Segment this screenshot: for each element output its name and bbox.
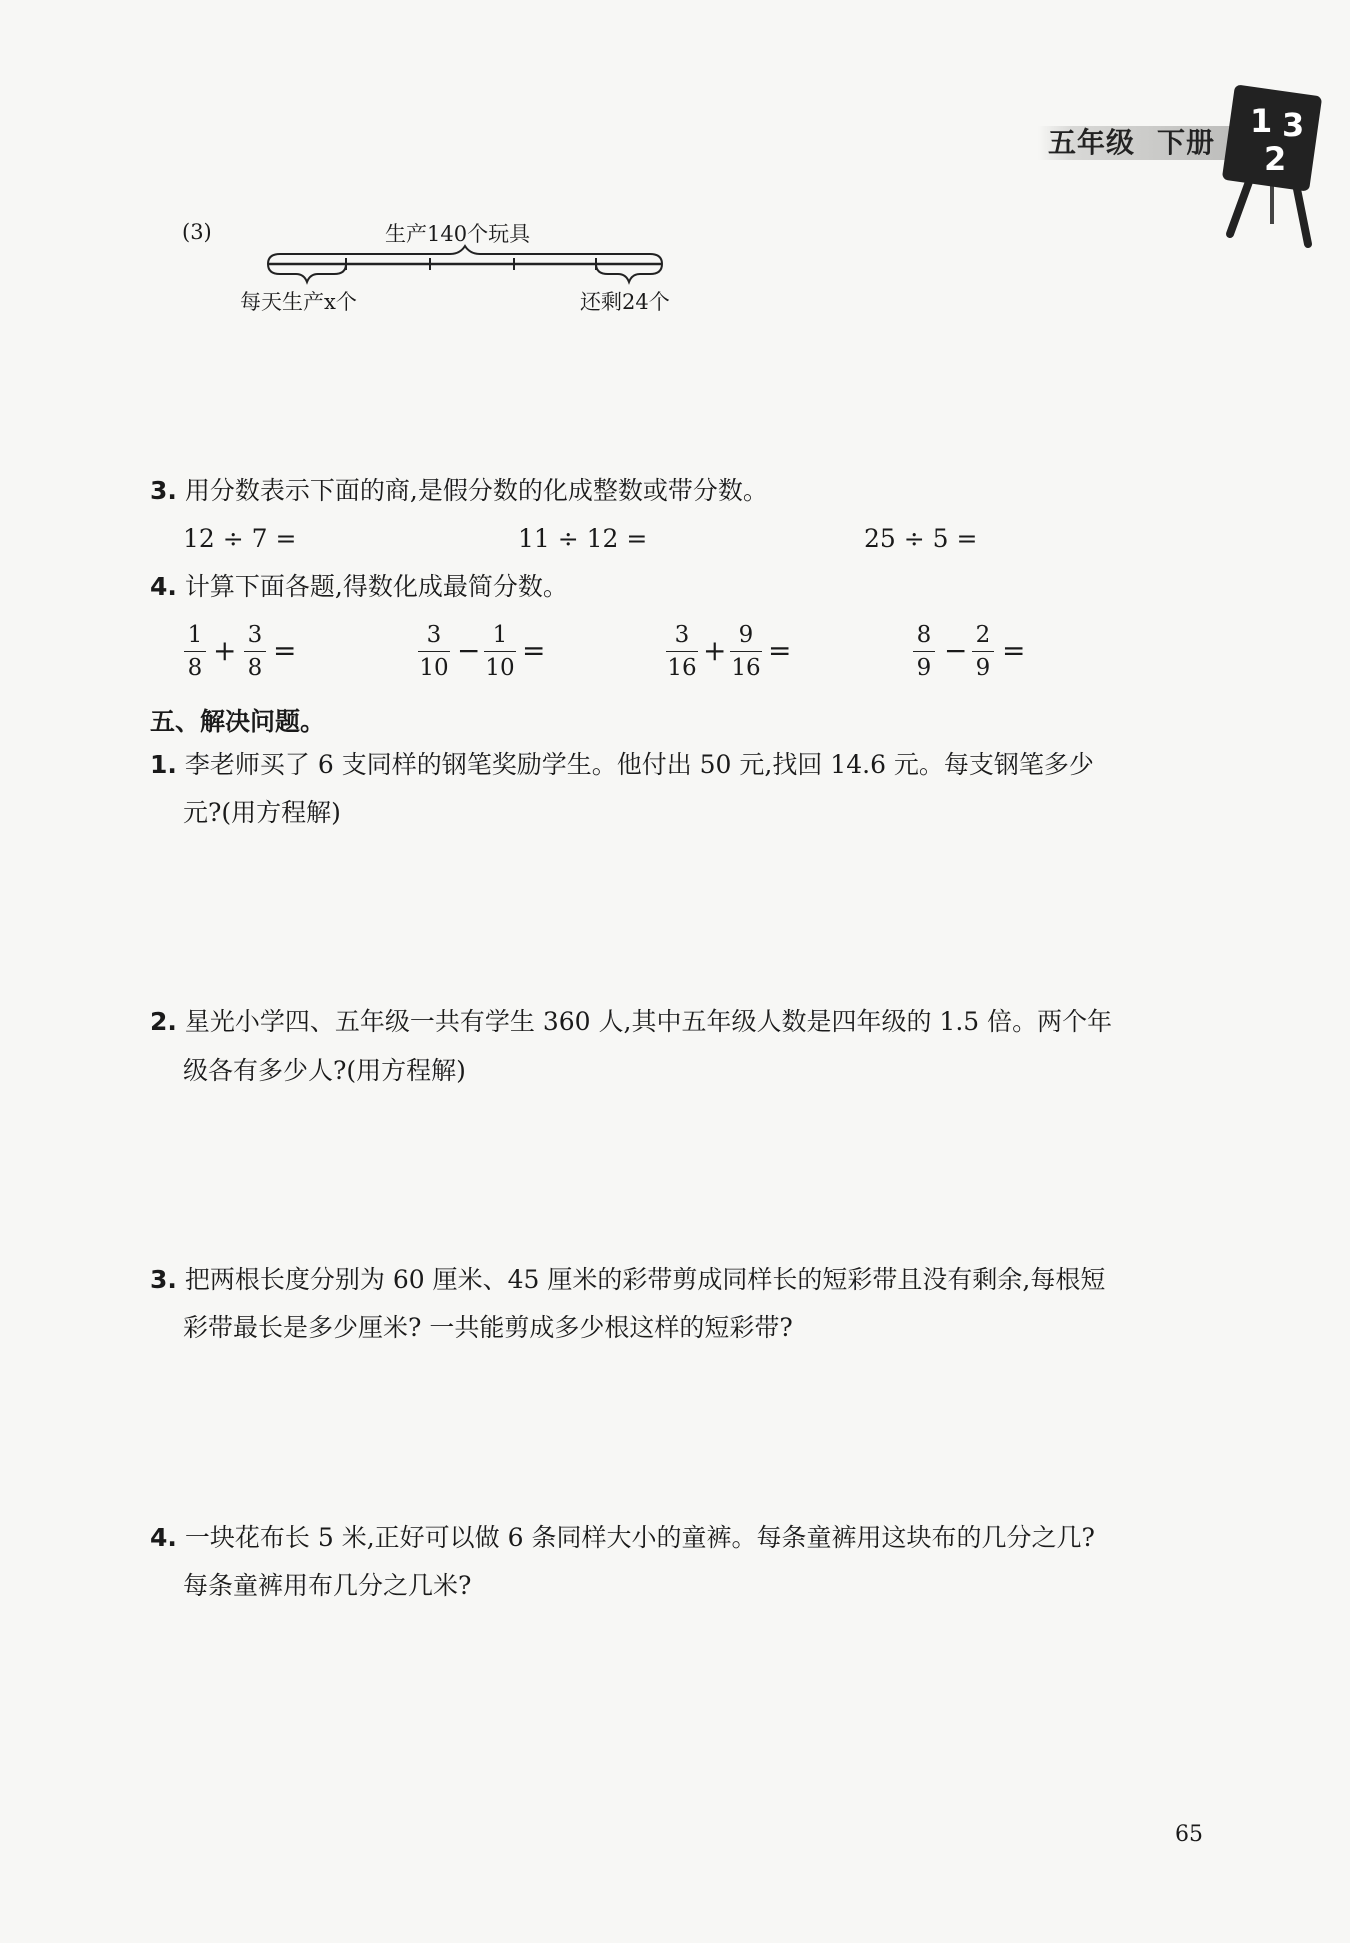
fraction: 1 8	[184, 622, 206, 681]
grade-label: 五年级	[1048, 126, 1136, 159]
volume-label: 下册	[1157, 126, 1216, 159]
section-title: 五、解决问题。	[150, 707, 326, 736]
problem-1-line-2: 元?(用方程解)	[183, 798, 341, 827]
fraction: 3 8	[244, 622, 266, 681]
diagram-item-label: (3)	[182, 220, 212, 244]
problem-3-line-2: 彩带最长是多少厘米? 一共能剪成多少根这样的短彩带?	[183, 1313, 793, 1342]
badge-digit-1: 1	[1250, 102, 1273, 140]
question-4	[150, 570, 568, 604]
problem-4-line-1: 4. 一块花布长 5 米,正好可以做 6 条同样大小的童裤。每条童裤用这块布的几分之几?	[150, 1523, 1095, 1552]
problem-3-line-1: 3. 把两根长度分别为 60 厘米、45 厘米的彩带剪成同样长的短彩带且没有剩余,每根短	[150, 1265, 1106, 1294]
fraction: 3 10	[419, 622, 449, 681]
fraction: 2 9	[972, 622, 994, 681]
fraction: 1 10	[485, 622, 515, 681]
page-number: 65	[1175, 1822, 1203, 1847]
problem-4-line-2: 每条童裤用布几分之几米?	[183, 1571, 472, 1600]
q3-expr-3: 25 ÷ 5 =	[864, 524, 978, 553]
equals-sign: =	[273, 634, 297, 667]
equals-sign: =	[522, 634, 546, 667]
operator: −	[457, 634, 481, 667]
operator: +	[703, 634, 727, 667]
operator: −	[944, 634, 968, 667]
q3-expr-2: 11 ÷ 12 =	[518, 524, 648, 553]
problem-1-line-1: 1. 李老师买了 6 支同样的钢笔奖励学生。他付出 50 元,找回 14.6 元。每支钢笔多少	[150, 750, 1094, 779]
chalkboard-icon	[1220, 84, 1340, 254]
badge-digit-2: 3	[1282, 106, 1305, 144]
diagram-top-label: 生产140个玩具	[385, 222, 531, 246]
operator: +	[213, 634, 237, 667]
problem-2-line-2: 级各有多少人?(用方程解)	[183, 1056, 466, 1085]
q3-expr-1: 12 ÷ 7 =	[183, 524, 297, 553]
question-4-number: 4.	[150, 572, 177, 601]
fraction: 3 16	[667, 622, 697, 681]
problem-2-line-1: 2. 星光小学四、五年级一共有学生 360 人,其中五年级人数是四年级的 1.5 倍。两个年	[150, 1007, 1113, 1036]
header-title	[1048, 126, 1237, 160]
equals-sign: =	[1002, 634, 1026, 667]
fraction: 9 16	[731, 622, 761, 681]
question-3-number: 3.	[150, 476, 177, 505]
fraction: 8 9	[913, 622, 935, 681]
diagram-right-label: 还剩24个	[580, 290, 670, 314]
diagram-left-label: 每天生产x个	[240, 290, 357, 314]
question-3-text: 用分数表示下面的商,是假分数的化成整数或带分数。	[184, 476, 768, 505]
question-4-text: 计算下面各题,得数化成最简分数。	[184, 572, 568, 601]
badge-digit-3: 2	[1264, 140, 1287, 178]
question-3	[150, 474, 768, 508]
equals-sign: =	[768, 634, 792, 667]
